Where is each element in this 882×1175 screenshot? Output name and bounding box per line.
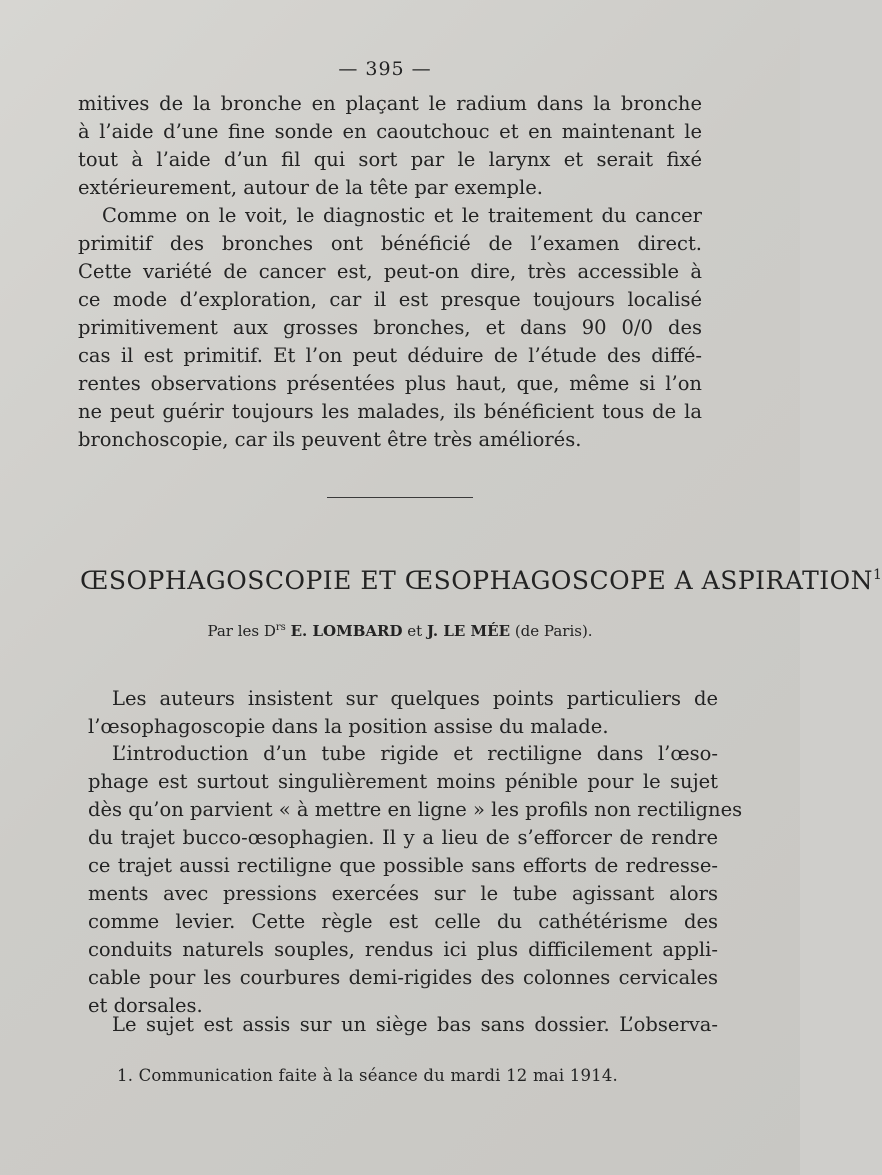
text-line: Cette variété de cancer est, peut-on dire, très accessible à [78,260,702,283]
text-line: et dorsales. [88,994,203,1017]
footnote: 1. Communication faite à la séance du mardi 12 mai 1914. [117,1066,618,1085]
paragraph-cancer-diagnosis [78,202,702,454]
text-line: tout à l’aide d’un fil qui sort par le larynx et serait fixé [78,148,702,171]
text-line: mitives de la bronche en plaçant le radium dans la bronche [78,92,702,115]
byline-conjunction: et [407,622,423,640]
text-line: cas il est primitif. Et l’on peut déduire de l’étude des diffé- [78,344,702,367]
text-line: bronchoscopie, car ils peuvent être très améliorés. [78,428,582,451]
byline-prefix-sup: rs [275,622,286,633]
text-line: phage est surtout singulièrement moins pénible pour le sujet [88,770,718,793]
section-divider [327,497,473,498]
text-line: Le sujet est assis sur un siège bas sans dossier. L’observa- [112,1013,718,1036]
article-title [80,566,882,595]
text-line: extérieurement, autour de la tête par exemple. [78,176,543,199]
text-line: Comme on le voit, le diagnostic et le traitement du cancer [102,204,702,227]
text-line: L’introduction d’un tube rigide et rectiligne dans l’œso- [112,742,718,765]
text-line: primitif des bronches ont bénéficié de l’examen direct. [78,232,702,255]
page-number: — 395 — [338,58,432,80]
article-title-text: ŒSOPHAGOSCOPIE ET ŒSOPHAGOSCOPE A ASPIRATION [80,566,873,595]
text-line: conduits naturels souples, rendus ici plus difficilement appli- [88,938,718,961]
byline-prefix: Par les D [207,622,276,640]
text-line: primitivement aux grosses bronches, et dans 90 0/0 des [78,316,702,339]
text-line: ments avec pressions exercées sur le tube agissant alors [88,882,718,905]
text-line: ce mode d’exploration, car il est presque toujours localisé [78,288,702,311]
author-name: J. LE MÉE [426,622,511,640]
text-line: Les auteurs insistent sur quelques points particuliers de [112,687,718,710]
paragraph-radium-bronchus [78,90,702,202]
text-line: du trajet bucco-œsophagien. Il y a lieu de s’efforcer de rendre [88,826,718,849]
text-line: l’œsophagoscopie dans la position assise du malade. [88,715,609,738]
text-line: à l’aide d’une fine sonde en caoutchouc et en maintenant le [78,120,702,143]
article-byline [80,622,720,640]
title-footnote-mark: 1 [872,567,882,583]
text-line: comme levier. Cette règle est celle du cathétérisme des [88,910,718,933]
paragraph-tube-introduction [88,740,743,1020]
byline-place: (de Paris). [514,622,593,640]
text-line: cable pour les courbures demi-rigides des colonnes cervicales [88,966,718,989]
text-line: rentes observations présentées plus haut, que, même si l’on [78,372,702,395]
author-name: E. LOMBARD [290,622,403,640]
text-line: ne peut guérir toujours les malades, ils bénéficient tous de la [78,400,702,423]
paragraph-intro [88,685,718,741]
paragraph-patient-position [88,1011,718,1039]
text-line: dès qu’on parvient « à mettre en ligne » les profils non rectilignes [88,798,743,821]
text-line: ce trajet aussi rectiligne que possible sans efforts de redresse- [88,854,718,877]
